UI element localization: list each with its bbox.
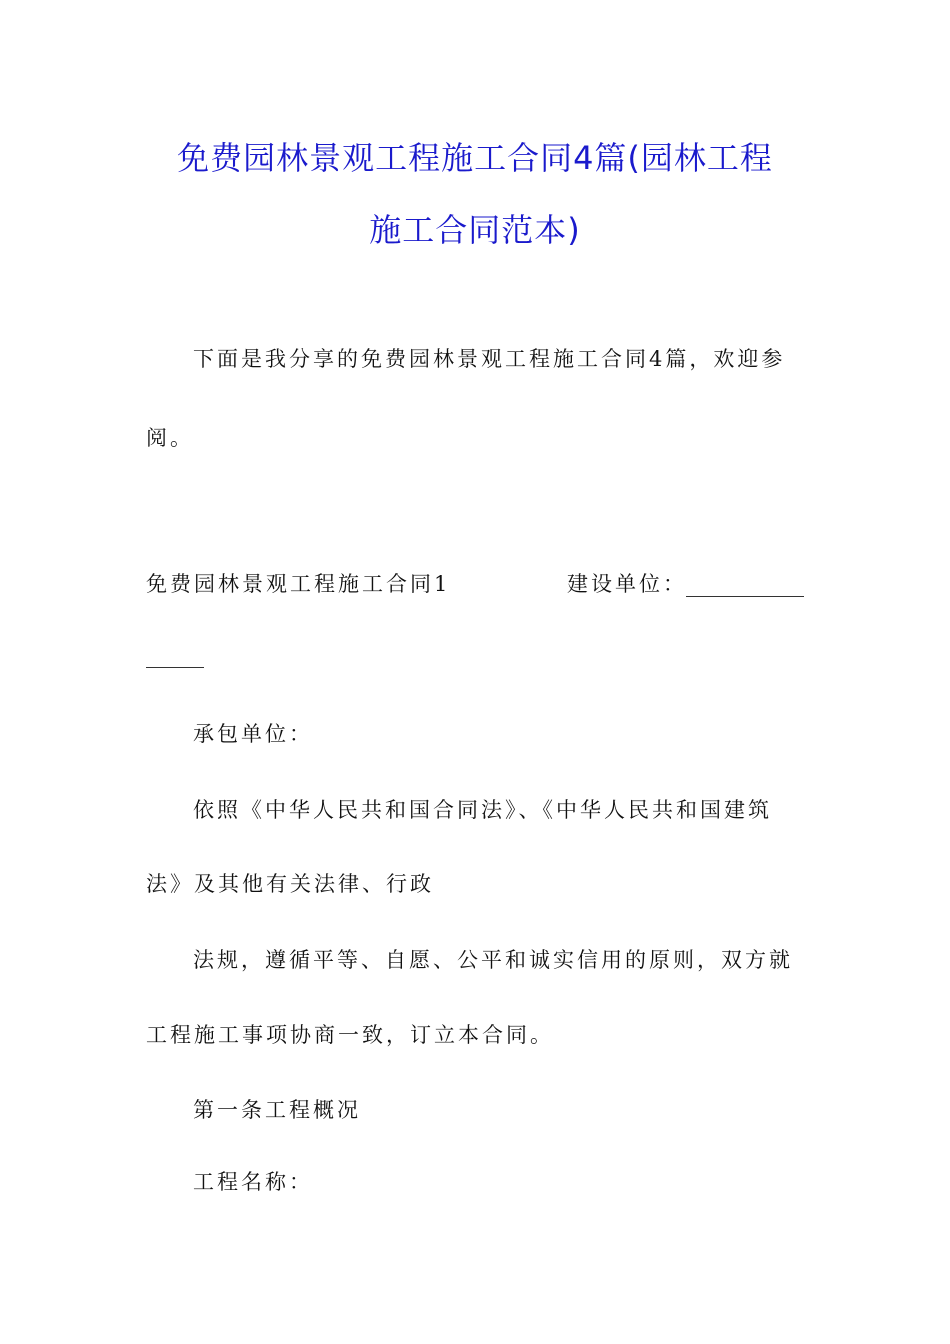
builder-blank-line-continued [146, 667, 204, 668]
builder-label: 建设单位： [567, 572, 687, 596]
article-1-heading: 第一条工程概况 [193, 1098, 361, 1122]
principle-line-1: 法规，遵循平等、自愿、公平和诚实信用的原则，双方就 [193, 948, 793, 972]
contractor-label: 承包单位： [193, 722, 313, 746]
document-title-line-1: 免费园林景观工程施工合同4篇(园林工程 [177, 139, 773, 177]
intro-line-2: 阅。 [146, 426, 194, 450]
project-name-label: 工程名称： [193, 1170, 313, 1194]
principle-line-2: 工程施工事项协商一致，订立本合同。 [146, 1023, 554, 1047]
intro-line-1: 下面是我分享的免费园林景观工程施工合同4篇，欢迎参 [193, 347, 786, 371]
legal-basis-line-1: 依照《中华人民共和国合同法》、《中华人民共和国建筑 [193, 798, 772, 822]
builder-blank-line [686, 596, 804, 597]
legal-basis-line-2: 法》及其他有关法律、行政 [146, 872, 434, 896]
document-title-line-2: 施工合同范本) [369, 211, 581, 249]
section-heading: 免费园林景观工程施工合同1 [146, 572, 451, 596]
